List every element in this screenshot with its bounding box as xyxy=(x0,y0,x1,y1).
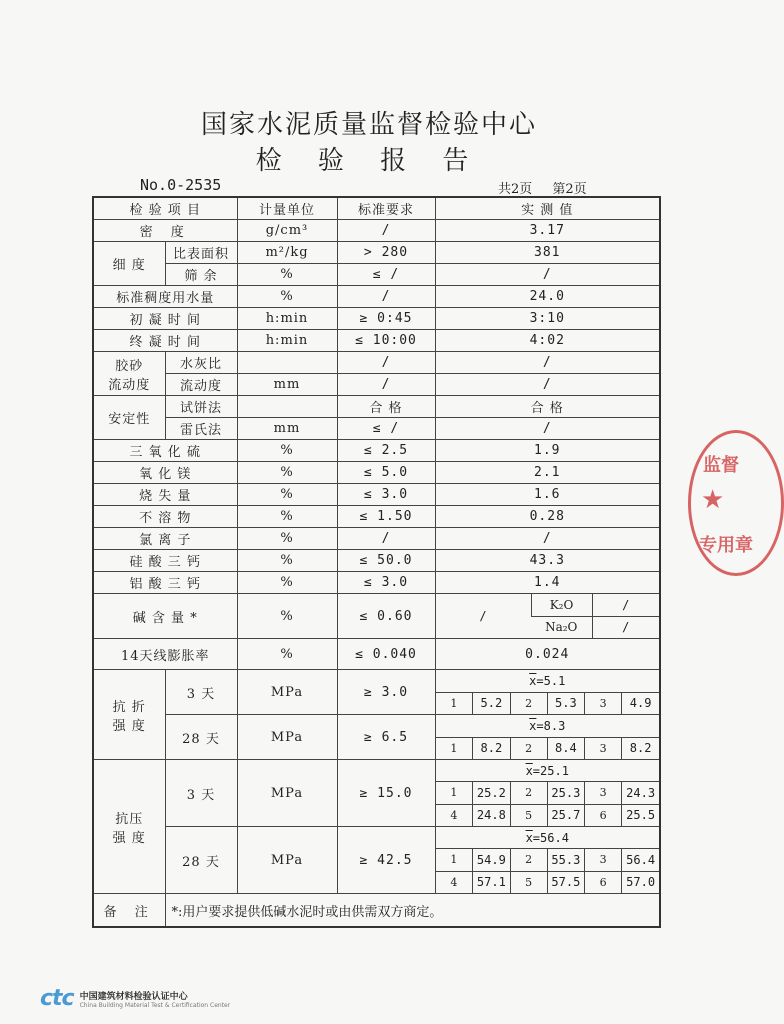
row-std: / xyxy=(337,528,435,550)
table-row xyxy=(93,374,660,396)
row-std: / xyxy=(337,286,435,308)
row-label: 比表面积 xyxy=(165,242,237,264)
table-row xyxy=(93,462,660,484)
row-value: / xyxy=(435,418,660,440)
age-label: 28 天 xyxy=(165,827,237,894)
row-unit xyxy=(237,396,337,418)
total-pages: 共2页 xyxy=(498,182,533,197)
group-label-line1: 抗 折 xyxy=(112,699,146,715)
sample-value: 25.2 xyxy=(473,782,510,804)
sample-value: 57.5 xyxy=(547,871,584,893)
mean-symbol: $\overline{x}$ xyxy=(525,763,533,778)
row-std: ≤ 0.040 xyxy=(337,639,435,670)
stamp-text-top: 监督 xyxy=(703,455,739,476)
row-std: ≤ / xyxy=(337,264,435,286)
row-value: 24.0 xyxy=(435,286,660,308)
table-row xyxy=(93,528,660,550)
row-unit: % xyxy=(237,286,337,308)
row-std: ≥ 42.5 xyxy=(337,827,435,894)
remark-label: 备 注 xyxy=(93,894,165,928)
row-value: 0.28 xyxy=(435,506,660,528)
sample-index: 6 xyxy=(585,871,622,893)
sample-index: 5 xyxy=(510,804,547,826)
age-label: 3 天 xyxy=(165,760,237,827)
row-value: / xyxy=(435,374,660,396)
table-row xyxy=(93,760,660,827)
row-label: 标准稠度用水量 xyxy=(93,286,237,308)
sample-index: 2 xyxy=(510,849,547,871)
strength-subtable xyxy=(436,715,660,759)
mean-value: $\overline{x}=8.3$ xyxy=(529,718,566,733)
row-value: 1.6 xyxy=(435,484,660,506)
row-value: 1.9 xyxy=(435,440,660,462)
row-label: 试饼法 xyxy=(165,396,237,418)
row-value: 1.4 xyxy=(435,572,660,594)
row-label: 铝 酸 三 钙 xyxy=(93,572,237,594)
row-std: ≥ 15.0 xyxy=(337,760,435,827)
sample-index: 3 xyxy=(585,737,622,759)
alkali-value: / xyxy=(479,609,487,623)
row-label: 水灰比 xyxy=(165,352,237,374)
row-unit: mm xyxy=(237,374,337,396)
table-row xyxy=(93,440,660,462)
strength-values xyxy=(435,670,660,715)
row-std: ≤ 3.0 xyxy=(337,484,435,506)
col-value: 实 测 值 xyxy=(435,197,660,220)
table-row xyxy=(93,242,660,264)
table-row xyxy=(93,894,660,928)
group-label-line2: 强 度 xyxy=(112,830,146,846)
table-row xyxy=(93,572,660,594)
remark-text: *:用户要求提供低碱水泥时或由供需双方商定。 xyxy=(165,894,660,928)
sample-index: 3 xyxy=(585,782,622,804)
sample-value: 5.3 xyxy=(547,692,584,714)
sample-value: 25.5 xyxy=(622,804,659,826)
col-unit: 计量单位 xyxy=(237,197,337,220)
k2o-label: K₂O xyxy=(531,594,592,616)
row-std: ≤ 0.60 xyxy=(337,594,435,639)
table-row xyxy=(93,330,660,352)
row-unit: m²/kg xyxy=(237,242,337,264)
row-unit: MPa xyxy=(237,715,337,760)
group-label: 细 度 xyxy=(93,242,165,286)
table-row xyxy=(93,396,660,418)
row-unit: % xyxy=(237,594,337,639)
row-std: ≤ 2.5 xyxy=(337,440,435,462)
strength-values xyxy=(435,715,660,760)
sample-index: 2 xyxy=(510,737,547,759)
group-label xyxy=(93,352,165,396)
group-label-line2: 流动度 xyxy=(108,377,151,393)
sample-value: 4.9 xyxy=(622,692,659,714)
mean-symbol: $\overline{x}$ xyxy=(529,673,537,688)
row-unit: % xyxy=(237,550,337,572)
row-label: 氧 化 镁 xyxy=(93,462,237,484)
report-table xyxy=(92,196,661,928)
row-std: ≤ 50.0 xyxy=(337,550,435,572)
row-std: ≥ 3.0 xyxy=(337,670,435,715)
sample-value: 25.3 xyxy=(547,782,584,804)
row-label: 三 氧 化 硫 xyxy=(93,440,237,462)
row-label: 不 溶 物 xyxy=(93,506,237,528)
alkali-subtable xyxy=(436,594,660,638)
row-unit: % xyxy=(237,639,337,670)
row-value: 43.3 xyxy=(435,550,660,572)
row-label: 初 凝 时 间 xyxy=(93,308,237,330)
row-unit: MPa xyxy=(237,760,337,827)
row-label: 终 凝 时 间 xyxy=(93,330,237,352)
ctc-logo: ctc xyxy=(40,986,74,1011)
row-unit: % xyxy=(237,462,337,484)
row-std: ≤ 3.0 xyxy=(337,572,435,594)
row-std: ≥ 6.5 xyxy=(337,715,435,760)
row-std: ≤ / xyxy=(337,418,435,440)
row-unit: mm xyxy=(237,418,337,440)
row-std: ≤ 5.0 xyxy=(337,462,435,484)
sample-value: 54.9 xyxy=(473,849,510,871)
row-value: 0.024 xyxy=(435,639,660,670)
row-label: 碱 含 量 * xyxy=(93,594,237,639)
table-row xyxy=(93,308,660,330)
row-value: / xyxy=(435,264,660,286)
row-label: 流动度 xyxy=(165,374,237,396)
sample-index: 3 xyxy=(585,692,622,714)
strength-subtable xyxy=(436,827,660,893)
sample-value: 8.4 xyxy=(547,737,584,759)
row-label: 密 度 xyxy=(93,220,237,242)
row-value: / xyxy=(435,528,660,550)
row-std: ≤ 10:00 xyxy=(337,330,435,352)
sample-index: 1 xyxy=(436,849,473,871)
sample-value: 8.2 xyxy=(622,737,659,759)
sample-index: 4 xyxy=(436,804,473,826)
row-unit: % xyxy=(237,572,337,594)
sample-index: 4 xyxy=(436,871,473,893)
sample-value: 55.3 xyxy=(547,849,584,871)
sample-index: 1 xyxy=(436,737,473,759)
row-value: 2.1 xyxy=(435,462,660,484)
k2o-value: / xyxy=(592,594,659,616)
page-counter xyxy=(498,178,603,197)
row-label: 烧 失 量 xyxy=(93,484,237,506)
row-unit: MPa xyxy=(237,670,337,715)
table-row xyxy=(93,286,660,308)
row-std: > 280 xyxy=(337,242,435,264)
row-value: 381 xyxy=(435,242,660,264)
row-value: 3:10 xyxy=(435,308,660,330)
group-label xyxy=(93,760,165,894)
official-stamp xyxy=(688,430,784,576)
row-unit: % xyxy=(237,528,337,550)
row-std: ≥ 0:45 xyxy=(337,308,435,330)
table-row xyxy=(93,220,660,242)
row-unit: % xyxy=(237,506,337,528)
row-unit: % xyxy=(237,484,337,506)
row-value: / xyxy=(435,352,660,374)
sample-index: 1 xyxy=(436,782,473,804)
row-label: 14天线膨胀率 xyxy=(93,639,237,670)
table-row xyxy=(93,827,660,894)
sample-value: 57.0 xyxy=(622,871,659,893)
stamp-text-bottom: 专用章 xyxy=(699,535,753,556)
group-label-line1: 抗压 xyxy=(115,811,144,827)
table-row xyxy=(93,418,660,440)
sample-index: 6 xyxy=(585,804,622,826)
org-title: 国家水泥质量监督检验中心 xyxy=(200,110,537,140)
mean-value: $\overline{x}=5.1$ xyxy=(529,673,566,688)
row-value: 4:02 xyxy=(435,330,660,352)
footer xyxy=(40,986,230,1011)
row-label: 硅 酸 三 钙 xyxy=(93,550,237,572)
row-unit: h:min xyxy=(237,308,337,330)
report-number: No.0-2535 xyxy=(140,176,222,194)
sample-value: 5.2 xyxy=(473,692,510,714)
mean-value: $\overline{x}=25.1$ xyxy=(525,763,569,778)
age-label: 3 天 xyxy=(165,670,237,715)
sample-index: 3 xyxy=(585,849,622,871)
strength-values xyxy=(435,827,660,894)
sample-value: 24.3 xyxy=(622,782,659,804)
row-unit xyxy=(237,352,337,374)
table-row xyxy=(93,264,660,286)
row-unit: MPa xyxy=(237,827,337,894)
table-row xyxy=(93,639,660,670)
report-title: 检 验 报 告 xyxy=(255,146,483,176)
col-item: 检 验 项 目 xyxy=(93,197,237,220)
star-icon: ★ xyxy=(701,485,725,515)
sample-value: 24.8 xyxy=(473,804,510,826)
sample-value: 25.7 xyxy=(547,804,584,826)
row-std: ≤ 1.50 xyxy=(337,506,435,528)
sample-value: 57.1 xyxy=(473,871,510,893)
row-std: / xyxy=(337,352,435,374)
footer-org-en: China Building Material Test & Certification Center xyxy=(79,1001,231,1009)
table-row xyxy=(93,715,660,760)
table-row xyxy=(93,506,660,528)
mean-symbol: $\overline{x}$ xyxy=(525,830,533,845)
row-std: / xyxy=(337,220,435,242)
table-row xyxy=(93,594,660,639)
row-std: / xyxy=(337,374,435,396)
strength-subtable xyxy=(436,670,660,714)
group-label-line1: 胶砂 xyxy=(115,358,144,374)
age-label: 28 天 xyxy=(165,715,237,760)
mean-value: $\overline{x}=56.4$ xyxy=(525,830,569,845)
sample-value: 56.4 xyxy=(622,849,659,871)
mean-symbol: $\overline{x}$ xyxy=(529,718,537,733)
row-std: 合 格 xyxy=(337,396,435,418)
group-label-line2: 强 度 xyxy=(112,718,146,734)
row-label: 氯 离 子 xyxy=(93,528,237,550)
sample-index: 1 xyxy=(436,692,473,714)
table-row xyxy=(93,352,660,374)
row-value: 3.17 xyxy=(435,220,660,242)
sample-value: 8.2 xyxy=(473,737,510,759)
row-unit: % xyxy=(237,264,337,286)
group-label xyxy=(93,670,165,760)
na2o-label: Na₂O xyxy=(531,616,592,638)
header-row xyxy=(93,197,660,220)
table-row xyxy=(93,484,660,506)
strength-subtable xyxy=(436,760,660,826)
na2o-value: / xyxy=(592,616,659,638)
row-unit: g/cm³ xyxy=(237,220,337,242)
row-unit: h:min xyxy=(237,330,337,352)
row-value: 合 格 xyxy=(435,396,660,418)
row-unit: % xyxy=(237,440,337,462)
footer-org-cn: 中国建筑材料检验认证中心 xyxy=(79,991,188,1002)
sample-index: 2 xyxy=(510,782,547,804)
table-row xyxy=(93,670,660,715)
row-label: 筛 余 xyxy=(165,264,237,286)
sample-index: 2 xyxy=(510,692,547,714)
table-row xyxy=(93,550,660,572)
group-label: 安定性 xyxy=(93,396,165,440)
page-number: 第2页 xyxy=(552,182,587,197)
sample-index: 5 xyxy=(510,871,547,893)
col-std: 标准要求 xyxy=(337,197,435,220)
strength-values xyxy=(435,760,660,827)
alkali-values xyxy=(435,594,660,639)
row-label: 雷氏法 xyxy=(165,418,237,440)
